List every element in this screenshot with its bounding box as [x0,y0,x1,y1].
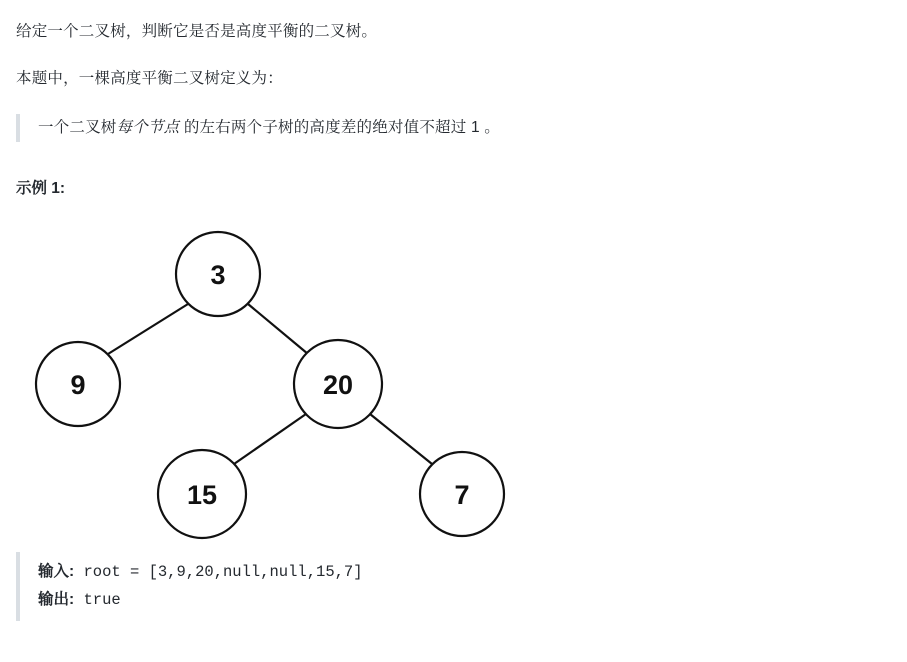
input-value: root = [3,9,20,null,null,15,7] [74,563,363,582]
tree-node-label: 20 [322,370,354,401]
tree-edge [234,414,306,464]
problem-statement-line-2: 本题中，一棵高度平衡二叉树定义为： [16,69,283,87]
definition-emphasis: 每个节点 [116,118,180,136]
tree-edge [108,304,188,354]
tree-node-label: 7 [454,480,470,511]
tree-node-label: 9 [70,370,86,401]
definition-suffix: 的左右两个子树的高度差的绝对值不超过 1 。 [179,118,500,136]
tree-nodes [36,232,504,538]
output-label: 输出: [38,590,75,608]
tree-edge [370,414,432,464]
tree-node-label: 15 [186,480,218,511]
tree-edges [108,304,432,464]
output-value: true [74,590,121,609]
example-io-block [16,552,891,621]
binary-tree-svg [16,216,536,546]
binary-tree-figure [16,216,536,546]
tree-edge [248,304,308,354]
definition-prefix: 一个二叉树 [38,118,117,136]
problem-statement-line-1: 给定一个二叉树，判断它是否是高度平衡的二叉树。 [16,23,378,40]
definition-blockquote [16,114,891,143]
example-heading: 示例 1: [16,180,66,198]
tree-node-label: 3 [210,260,226,291]
input-label: 输入: [38,563,75,581]
